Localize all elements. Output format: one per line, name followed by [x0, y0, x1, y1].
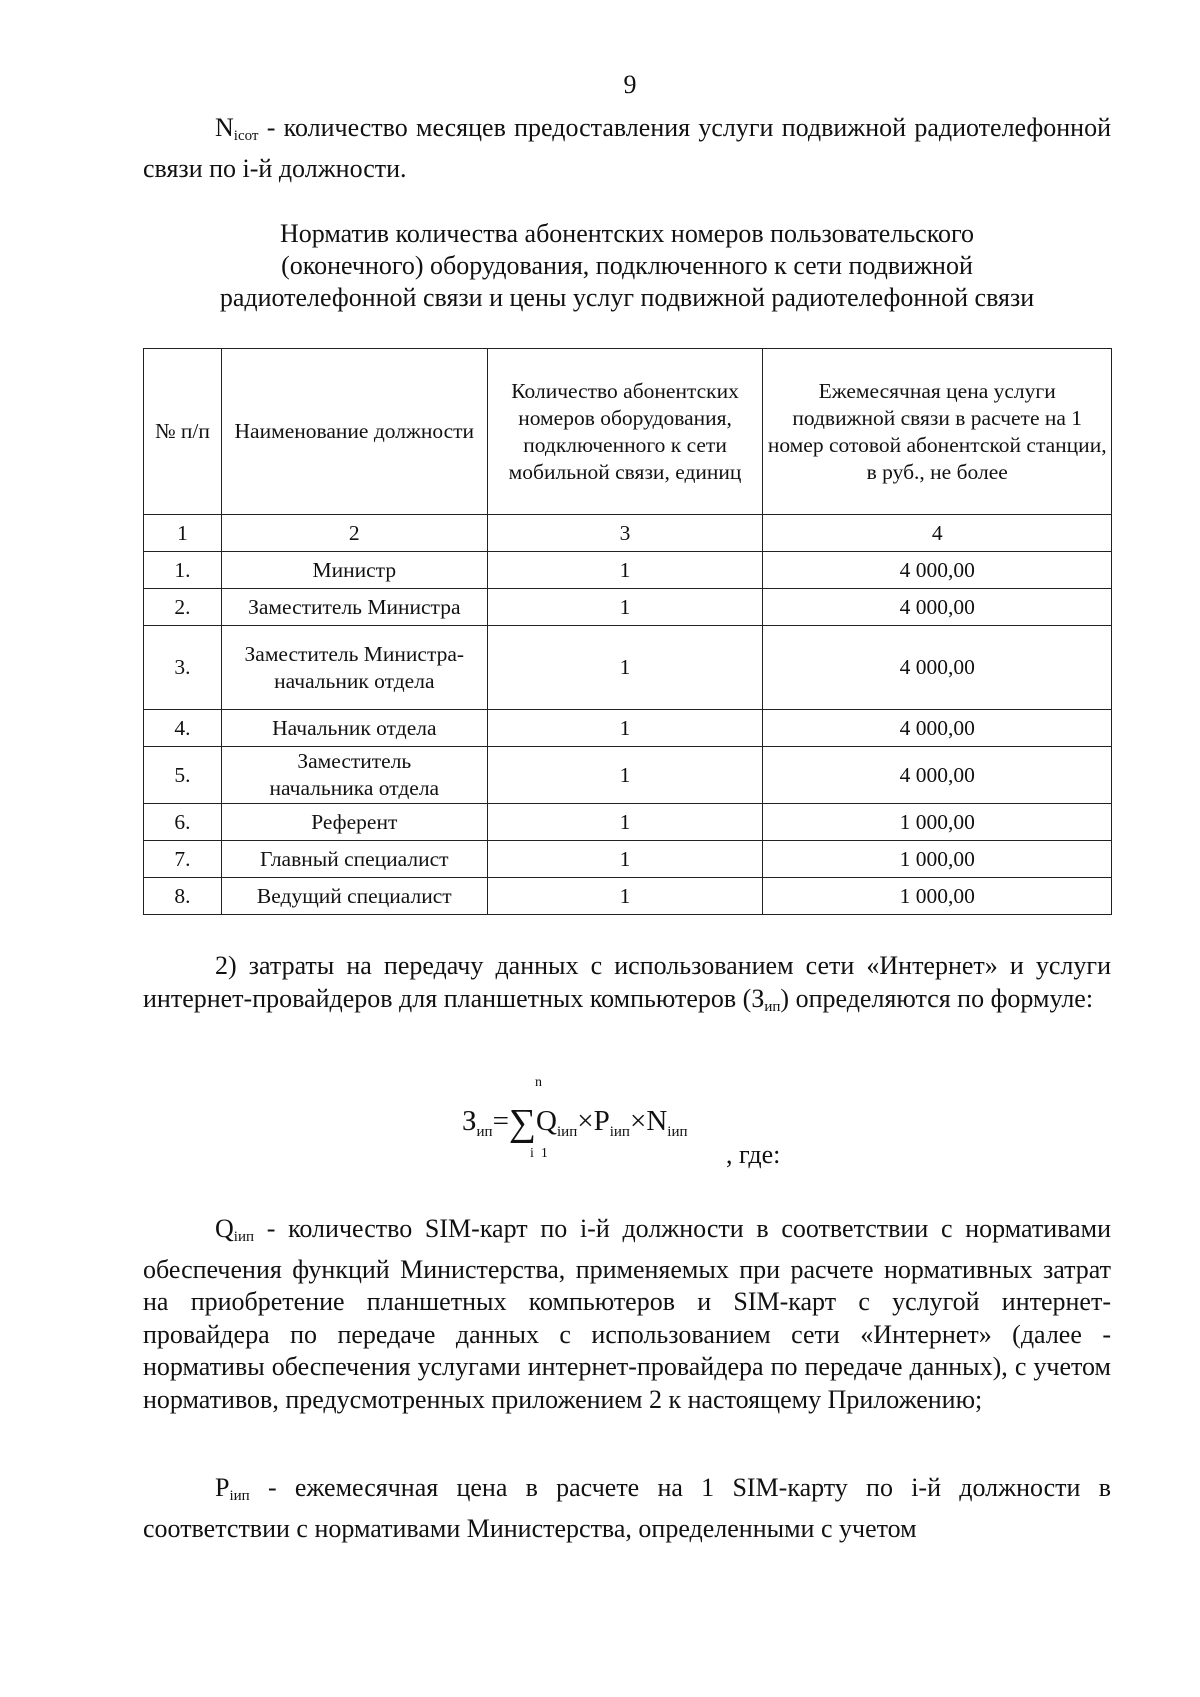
table-row — [144, 552, 1112, 589]
row-position: Главный специалист — [221, 841, 487, 878]
header-quantity: Количество абонентских номеров оборудования, подключенного к сети мобильной связи, единиц — [487, 349, 763, 515]
sum-lower-limit: i 1 — [530, 1146, 548, 1161]
row-quantity: 1 — [487, 878, 763, 915]
row-quantity: 1 — [487, 589, 763, 626]
col-number: 1 — [144, 515, 222, 552]
col-number: 4 — [763, 515, 1112, 552]
table-title-line: Норматив количества абонентских номеров пользовательского — [279, 219, 975, 248]
header-number: № п/п — [144, 349, 222, 515]
formula-where: , где: — [726, 1140, 781, 1169]
row-quantity: 1 — [487, 710, 763, 747]
row-price: 4 000,00 — [763, 589, 1112, 626]
row-price: 1 000,00 — [763, 804, 1112, 841]
formula-p-sub: iип — [609, 1124, 630, 1140]
row-position: Заместитель Министра — [221, 589, 487, 626]
intro-paragraph: $N_{icот}$ - количество месяцев предоставления услуги подвижной радиотелефонной связи по i-й должности. — [143, 113, 1111, 183]
formula-lhs-sub: ип — [476, 1124, 493, 1140]
paragraph-q: $Q_{iип}$ - количество SIM-карт по i-й должности в соответствии с нормативами обеспечения функций Министерства, применяемых при расчете нормативных затрат на приобретение планшетных компьютеров и SIM-карт с услугой интернет-провайдера по передаче данных с использованием сети «Интернет» (далее - нормативы обеспечения услугами интернет-провайдера по передаче данных), с учетом нормативов, предусмотренных приложением 2 к настоящему Приложению; — [143, 1214, 1111, 1414]
row-position: Ведущий специалист — [221, 878, 487, 915]
table-row — [144, 626, 1112, 710]
symbol-q: $Q_{iип}$ — [215, 1214, 255, 1245]
row-number: 4. — [144, 710, 222, 747]
cost-formula — [462, 1075, 822, 1170]
table-row — [144, 804, 1112, 841]
formula-q-sub: iип — [557, 1124, 578, 1140]
row-price: 1 000,00 — [763, 878, 1112, 915]
formula-times: × — [629, 1105, 647, 1137]
formula-equals: = — [492, 1105, 509, 1137]
table-header-row — [144, 349, 1112, 515]
formula-n: N — [646, 1105, 668, 1137]
table-title-line: радиотелефонной связи и цены услуг подвижной радиотелефонной связи — [219, 283, 1035, 312]
row-number: 5. — [144, 747, 222, 804]
formula-p: P — [593, 1105, 610, 1137]
row-price: 4 000,00 — [763, 747, 1112, 804]
row-price: 1 000,00 — [763, 841, 1112, 878]
row-price: 4 000,00 — [763, 710, 1112, 747]
row-position: Заместитель Министра-начальник отдела — [221, 626, 487, 710]
header-price: Ежемесячная цена услуги подвижной связи в расчете на 1 номер сотовой абонентской станции, в руб., не более — [763, 349, 1112, 515]
table-title — [143, 218, 1111, 314]
row-quantity: 1 — [487, 841, 763, 878]
row-price: 4 000,00 — [763, 626, 1112, 710]
row-position: Министр — [221, 552, 487, 589]
row-quantity: 1 — [487, 552, 763, 589]
row-number: 6. — [144, 804, 222, 841]
formula-main — [462, 1096, 688, 1144]
table-row — [144, 710, 1112, 747]
table-row — [144, 589, 1112, 626]
col-number: 2 — [221, 515, 487, 552]
formula-n-sub: iип — [667, 1124, 688, 1140]
row-quantity: 1 — [487, 626, 763, 710]
symbol-p: $P_{iип}$ — [215, 1473, 250, 1504]
table-row — [144, 841, 1112, 878]
row-position: Начальник отдела — [221, 710, 487, 747]
table-title-line: (оконечного) оборудования, подключенного к сети подвижной — [281, 251, 973, 280]
paragraph-p: $P_{iип}$ - ежемесячная цена в расчете на 1 SIM-карту по i-й должности в соответствии с нормативами Министерства, определенными с учетом — [143, 1473, 1111, 1543]
formula-times: × — [577, 1105, 594, 1137]
row-number: 3. — [144, 626, 222, 710]
formula-q: Q — [536, 1105, 557, 1137]
row-number: 8. — [144, 878, 222, 915]
page-number: 9 — [623, 70, 637, 99]
header-position: Наименование должности — [221, 349, 487, 515]
sum-upper-limit: n — [535, 1075, 542, 1090]
col-number: 3 — [487, 515, 763, 552]
row-position: Референт — [221, 804, 487, 841]
sum-sign: ∑ — [508, 1102, 537, 1144]
row-position: Заместитель начальника отдела — [221, 747, 487, 804]
table-numbering-row — [144, 515, 1112, 552]
row-number: 2. — [144, 589, 222, 626]
row-quantity: 1 — [487, 747, 763, 804]
symbol-n-icot: $N_{icот}$ — [215, 113, 259, 144]
table-row — [144, 747, 1112, 804]
row-number: 7. — [144, 841, 222, 878]
row-quantity: 1 — [487, 804, 763, 841]
row-price: 4 000,00 — [763, 552, 1112, 589]
norms-table — [143, 348, 1112, 915]
paragraph-2: 2) затраты на передачу данных с использованием сети «Интернет» и услуги интернет-провайдеров для планшетных компьютеров $(З_{ип})$ определяются по формуле: — [143, 951, 1111, 1015]
row-number: 1. — [144, 552, 222, 589]
table-row — [144, 878, 1112, 915]
formula-lhs: З — [462, 1105, 477, 1137]
